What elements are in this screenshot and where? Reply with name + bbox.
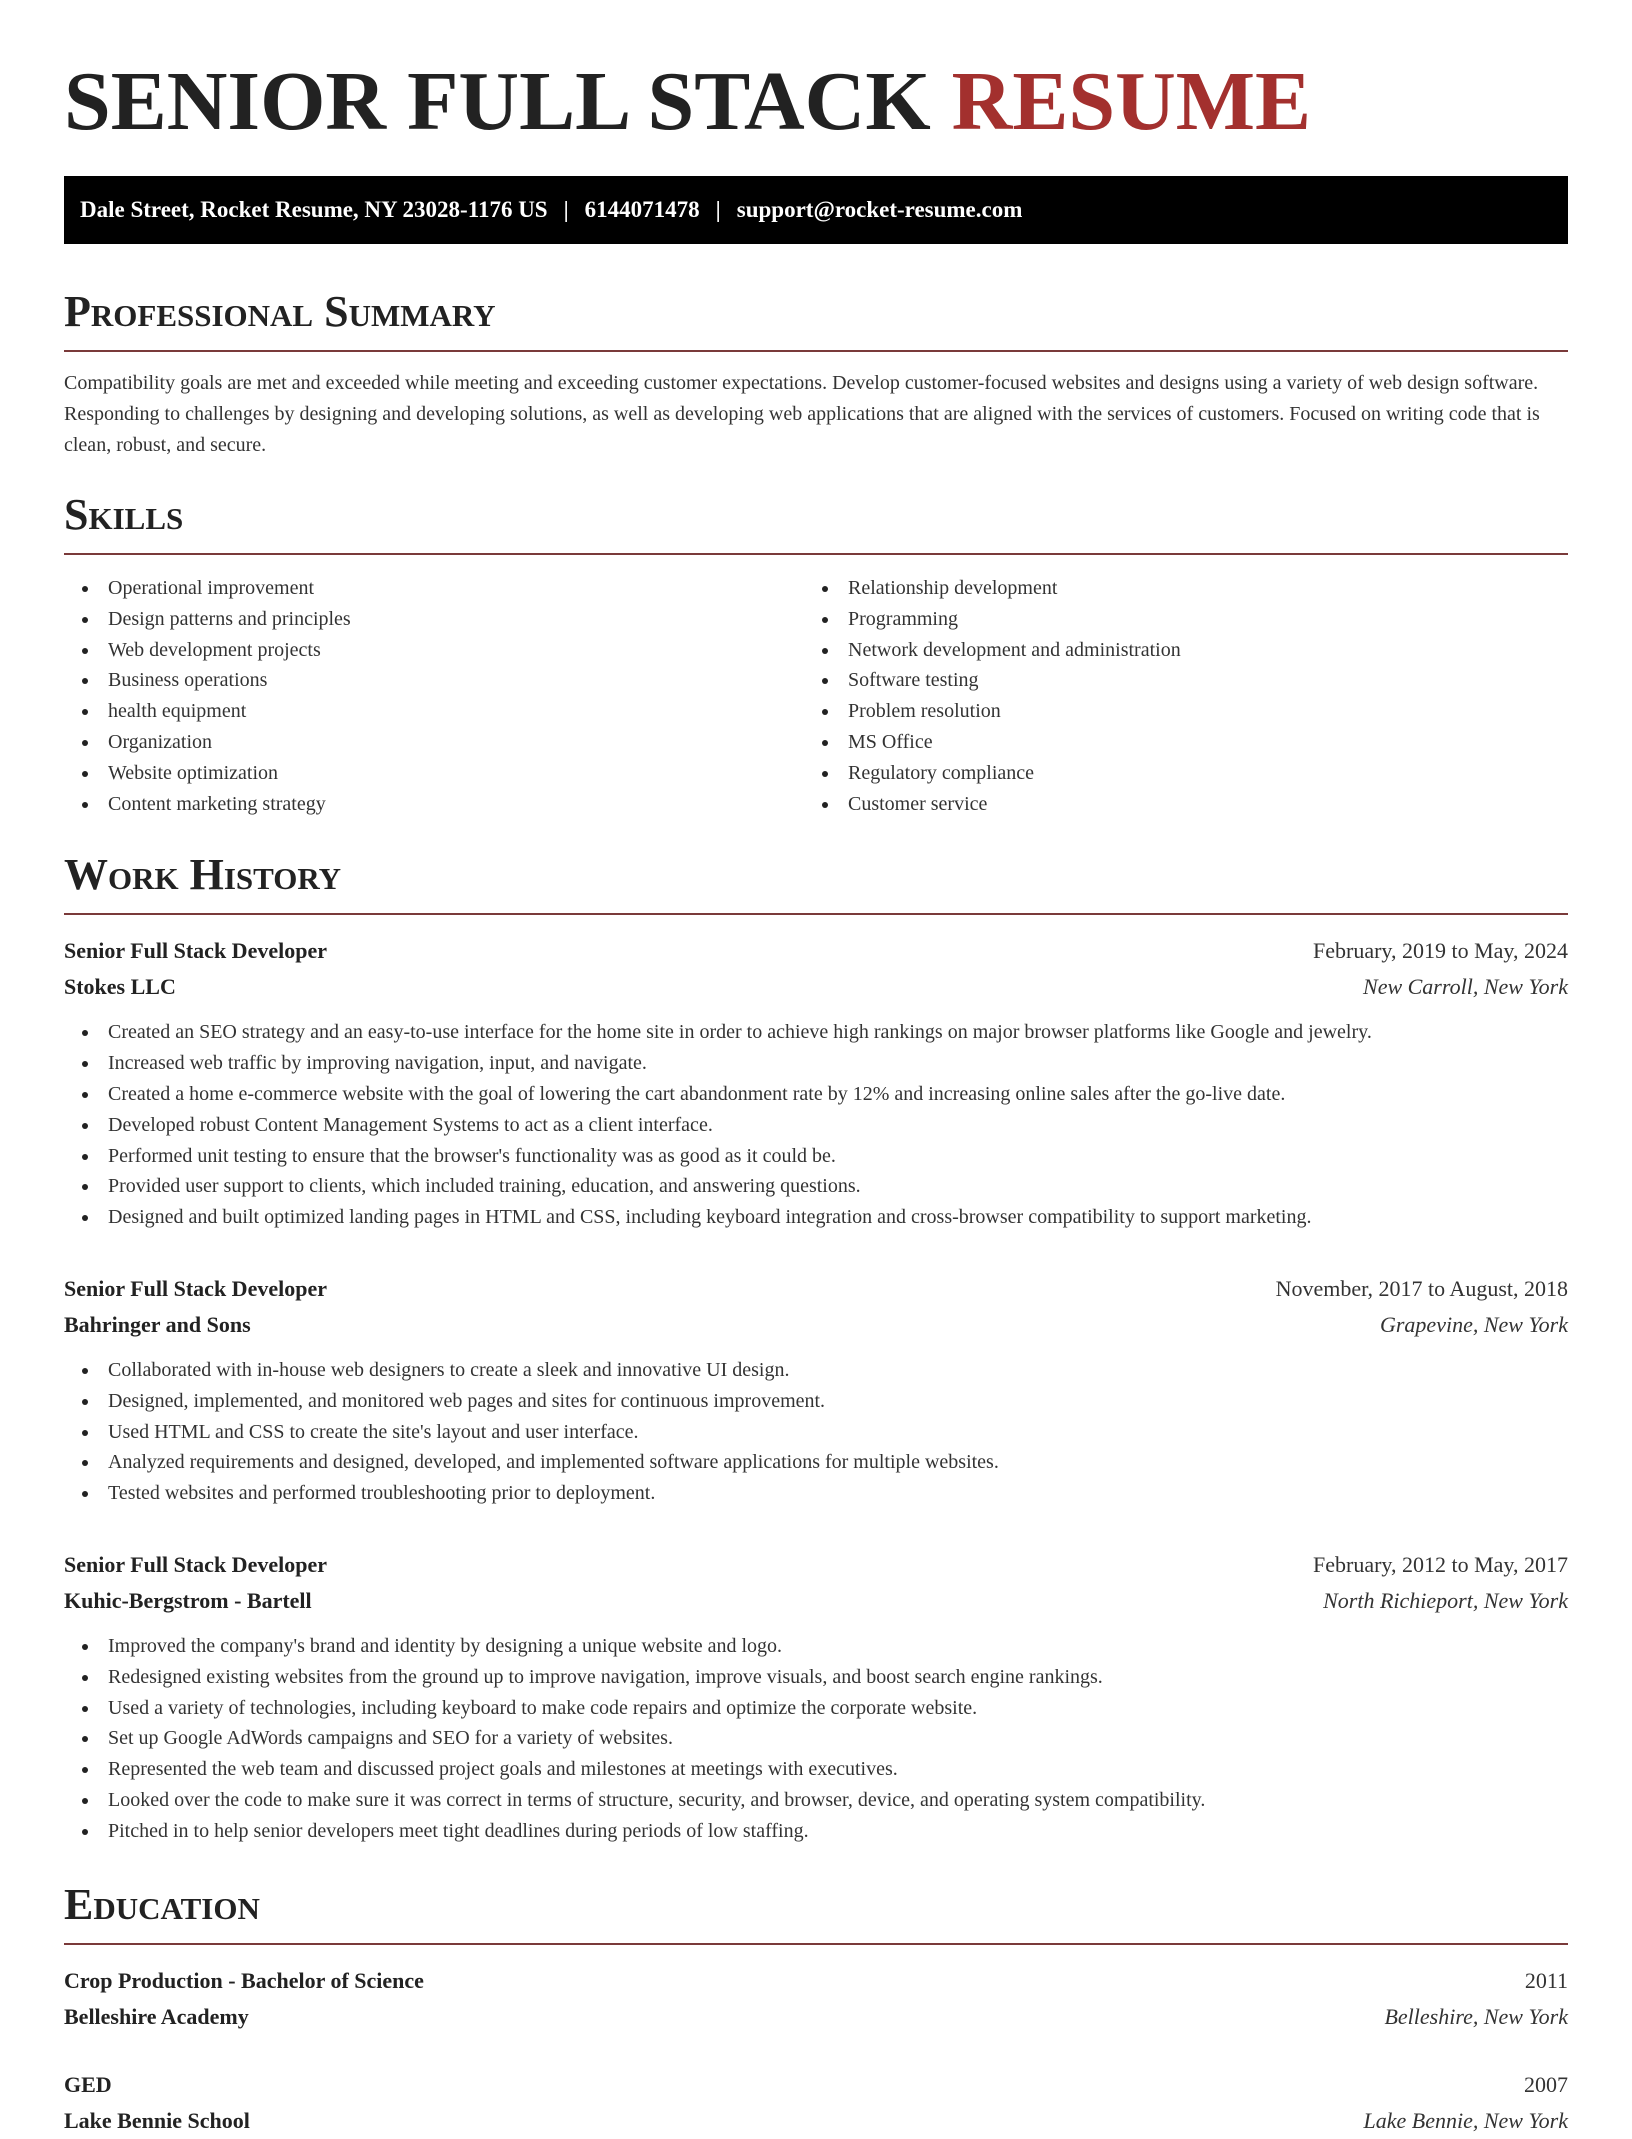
summary-text: Compatibility goals are met and exceeded while meeting and exceeding customer expectations. Develop customer-focused websites and designs using a variety of web design software. Responding to challenges by designing and developing solutions, as well as developing web applications that are aligned with the services of customers. Focused on writing code that is clean, robust, and secure. <box>64 372 1540 456</box>
section-divider <box>64 553 1568 555</box>
skill-item: Relationship development <box>804 573 1544 604</box>
job-company-row <box>64 1583 1568 1619</box>
skills-grid <box>64 573 1568 819</box>
job-location: North Richieport, New York <box>1323 1587 1568 1613</box>
job-dates: February, 2019 to May, 2024 <box>1313 938 1568 964</box>
job-bullet: Created a home e-commerce website with the goal of lowering the cart abandonment rate by 12% and increasing online sales after the go-live date. <box>64 1079 1568 1110</box>
job-company-row <box>64 969 1568 1005</box>
job-bullet: Looked over the code to make sure it was correct in terms of structure, security, and browser, device, and operating system compatibility. <box>64 1785 1568 1816</box>
education-entry <box>64 1963 1568 2035</box>
skill-item: Content marketing strategy <box>64 789 804 820</box>
resume-title <box>64 52 1568 152</box>
education-degree: Crop Production - Bachelor of Science <box>64 1967 424 1993</box>
skill-item: Network development and administration <box>804 635 1544 666</box>
work-history-section <box>64 849 1568 1846</box>
education-degree: GED <box>64 2071 112 2097</box>
job-header-row <box>64 1547 1568 1583</box>
job-company: Kuhic-Bergstrom - Bartell <box>64 1587 312 1613</box>
job-entry <box>64 1547 1568 1847</box>
job-header-row <box>64 1271 1568 1307</box>
job-bullet: Collaborated with in-house web designers to create a sleek and innovative UI design. <box>64 1355 1568 1386</box>
job-company: Bahringer and Sons <box>64 1311 251 1337</box>
job-location: New Carroll, New York <box>1363 974 1568 1000</box>
section-heading: Work History <box>64 850 342 900</box>
skill-item: Programming <box>804 604 1544 635</box>
skill-item: Software testing <box>804 665 1544 696</box>
title-main: SENIOR FULL STACK <box>64 55 931 148</box>
job-header-row <box>64 933 1568 969</box>
education-school: Lake Bennie School <box>64 2107 250 2133</box>
contact-separator: | <box>563 197 569 222</box>
education-section <box>64 1879 1568 2139</box>
skills-column-right <box>804 573 1544 819</box>
resume-page <box>64 0 1568 2139</box>
job-bullets <box>64 1355 1568 1509</box>
job-bullet: Tested websites and performed troubleshooting prior to deployment. <box>64 1478 1568 1509</box>
job-bullet: Used a variety of technologies, including keyboard to make code repairs and optimize the corporate website. <box>64 1693 1568 1724</box>
job-title: Senior Full Stack Developer <box>64 1551 327 1577</box>
job-bullets <box>64 1017 1568 1233</box>
skills-column-left <box>64 573 804 819</box>
contact-separator: | <box>715 197 721 222</box>
job-bullet: Designed and built optimized landing pages in HTML and CSS, including keyboard integration and cross-browser compatibility to support marketing. <box>64 1202 1568 1233</box>
job-title: Senior Full Stack Developer <box>64 938 327 964</box>
summary-section <box>64 286 1568 461</box>
skill-item: Regulatory compliance <box>804 758 1544 789</box>
job-bullet: Redesigned existing websites from the ground up to improve navigation, improve visuals, and boost search engine rankings. <box>64 1662 1568 1693</box>
education-year: 2011 <box>1524 1967 1568 1993</box>
job-dates: November, 2017 to August, 2018 <box>1275 1275 1568 1301</box>
job-entry <box>64 1271 1568 1509</box>
job-entry <box>64 933 1568 1233</box>
skill-item: Business operations <box>64 665 804 696</box>
contact-phone: 6144071478 <box>584 197 700 222</box>
contact-address: Dale Street, Rocket Resume, NY 23028-1176 US <box>80 197 548 222</box>
job-bullet: Created an SEO strategy and an easy-to-use interface for the home site in order to achieve high rankings on major browser platforms like Google and jewelry. <box>64 1017 1568 1048</box>
job-bullet: Developed robust Content Management Systems to act as a client interface. <box>64 1110 1568 1141</box>
section-heading: Skills <box>64 490 184 539</box>
skill-item: MS Office <box>804 727 1544 758</box>
section-heading: Professional Summary <box>64 287 496 336</box>
job-company: Stokes LLC <box>64 974 176 1000</box>
skill-item: Organization <box>64 727 804 758</box>
section-divider <box>64 913 1568 915</box>
job-bullet: Used HTML and CSS to create the site's layout and user interface. <box>64 1417 1568 1448</box>
skill-item: Design patterns and principles <box>64 604 804 635</box>
job-bullets <box>64 1631 1568 1847</box>
job-bullet: Increased web traffic by improving navigation, input, and navigate. <box>64 1048 1568 1079</box>
skills-section <box>64 489 1568 819</box>
education-school: Belleshire Academy <box>64 2003 249 2029</box>
skill-item: Operational improvement <box>64 573 804 604</box>
job-bullet: Performed unit testing to ensure that the browser's functionality was as good as it could be. <box>64 1141 1568 1172</box>
skill-item: Website optimization <box>64 758 804 789</box>
job-bullet: Analyzed requirements and designed, developed, and implemented software applications for multiple websites. <box>64 1447 1568 1478</box>
job-dates: February, 2012 to May, 2017 <box>1313 1551 1568 1577</box>
section-divider <box>64 1943 1568 1945</box>
education-header-row <box>64 2067 1568 2103</box>
skill-item: Web development projects <box>64 635 804 666</box>
education-header-row <box>64 1963 1568 1999</box>
contact-bar <box>64 176 1568 244</box>
job-bullet: Improved the company's brand and identity by designing a unique website and logo. <box>64 1631 1568 1662</box>
education-location: Lake Bennie, New York <box>1363 2107 1568 2133</box>
job-bullet: Set up Google AdWords campaigns and SEO for a variety of websites. <box>64 1723 1568 1754</box>
job-bullet: Represented the web team and discussed project goals and milestones at meetings with executives. <box>64 1754 1568 1785</box>
education-location: Belleshire, New York <box>1384 2003 1568 2029</box>
skill-item: Problem resolution <box>804 696 1544 727</box>
skill-item: health equipment <box>64 696 804 727</box>
job-bullet: Designed, implemented, and monitored web pages and sites for continuous improvement. <box>64 1386 1568 1417</box>
skill-item: Customer service <box>804 789 1544 820</box>
education-entry <box>64 2067 1568 2139</box>
job-title: Senior Full Stack Developer <box>64 1275 327 1301</box>
job-company-row <box>64 1307 1568 1343</box>
job-bullet: Pitched in to help senior developers meet tight deadlines during periods of low staffing. <box>64 1816 1568 1847</box>
contact-email: support@rocket-resume.com <box>736 197 1023 222</box>
job-location: Grapevine, New York <box>1379 1311 1568 1337</box>
education-school-row <box>64 1999 1568 2035</box>
education-school-row <box>64 2103 1568 2139</box>
education-year: 2007 <box>1524 2071 1568 2097</box>
job-bullet: Provided user support to clients, which included training, education, and answering questions. <box>64 1171 1568 1202</box>
section-divider <box>64 350 1568 352</box>
section-heading: Education <box>64 1879 260 1929</box>
title-accent: RESUME <box>951 55 1312 148</box>
